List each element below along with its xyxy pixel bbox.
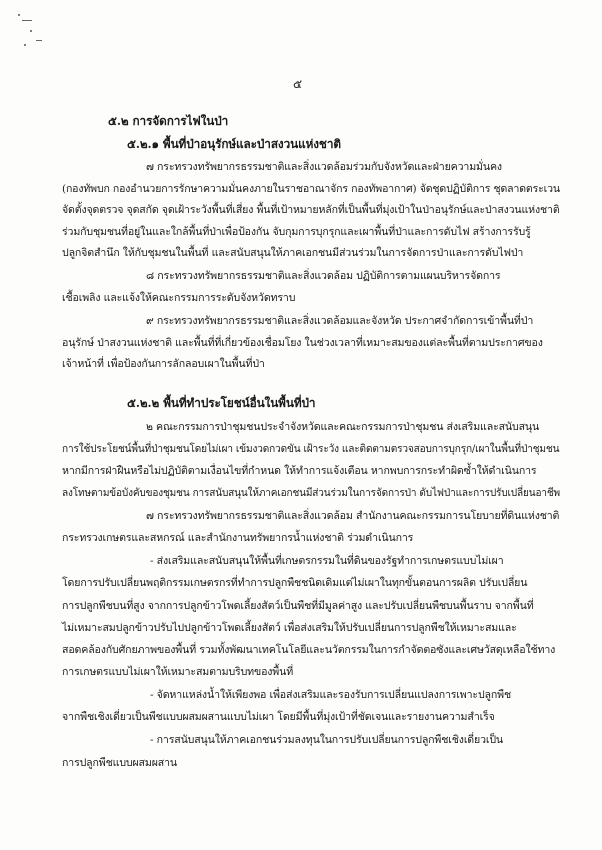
paragraph-line: การปลูกพืชบนที่สูง จากการปลูกข้าวโพดเลี้ยงสัตว์เป็นพืชที่มีมูลค่าสูง และปรับเปลี่ยนพืชบนพื้นราบ จากพื้นที่	[62, 600, 534, 612]
page-number: ๕	[293, 77, 302, 91]
bullet-line: - การสนับสนุนให้ภาคเอกชนร่วมลงทุนในการปรับเปลี่ยนการปลูกพืชเชิงเดี่ยวเป็น	[150, 734, 504, 746]
paragraph-line: สอดคล้องกับศักยภาพของพื้นที่ รวมทั้งพัฒนาเทคโนโลยีและนวัตกรรมในการกำจัดตอซังและเศษวัสดุเหลือใช้ทาง	[62, 644, 556, 656]
paragraph-line: การใช้ประโยชน์พื้นที่ป่าชุมชนโดยไม่เผา เข้มงวดกวดขัน เฝ้าระวัง และติดตามตรวจสอบการบุกรุก/เผาในพื้นที่ป่าชุมชน	[62, 443, 560, 455]
scan-artifact	[24, 44, 26, 46]
paragraph-line: การปลูกพืชแบบผสมผสาน	[62, 757, 177, 769]
bullet-line: - จัดหาแหล่งน้ำให้เพียงพอ เพื่อส่งเสริมและรองรับการเปลี่ยนแปลงการเพาะปลูกพืช	[150, 689, 512, 701]
paragraph-line: เจ้าหน้าที่ เพื่อป้องกันการลักลอบเผาในพื้นที่ป่า	[62, 358, 265, 370]
paragraph-line: อนุรักษ์ ป่าสงวนแห่งชาติ และพื้นที่ที่เกี่ยวข้องเชื่อมโยง ในช่วงเวลาที่เหมาะสมของแต่ละพื้นที่ตามประกาศของ	[62, 337, 543, 349]
paragraph-line: (กองทัพบก กองอำนวยการรักษาความมั่นคงภายในราชอาณาจักร กองทัพอากาศ) จัดชุดปฏิบัติการ ชุดลาดตระเวน	[62, 183, 560, 195]
paragraph-line: หากมีการฝ่าฝืนหรือไม่ปฏิบัติตามเงื่อนไขที่กำหนด ให้ทำการแจ้งเตือน หากพบการกระทำผิดซ้ำให้ดำเนินการ	[62, 465, 537, 477]
paragraph-line: ปลูกจิตสำนึก ให้กับชุมชนในพื้นที่ และสนับสนุนให้ภาคเอกชนมีส่วนร่วมในการจัดการป่าและการดับไฟป่า	[62, 247, 524, 259]
paragraph-line: โดยการปรับเปลี่ยนพฤติกรรมเกษตรกรที่ทำการปลูกพืชชนิดเดิมแต่ไม่เผาในทุกขั้นตอนการผลิต ปรับเปลี่ยน	[62, 577, 528, 589]
paragraph-line: ๙ กระทรวงทรัพยากรธรรมชาติและสิ่งแวดล้อมและจังหวัด ประกาศจำกัดการเข้าพื้นที่ป่า	[146, 315, 534, 327]
paragraph-line: เชื้อเพลิง และแจ้งให้คณะกรรมการระดับจังหวัดทราบ	[62, 292, 296, 304]
paragraph-line: ๗ กระทรวงทรัพยากรธรรมชาติและสิ่งแวดล้อมร่วมกับจังหวัดและฝ่ายความมั่นคง	[146, 161, 502, 173]
paragraph-line: การเกษตรแบบไม่เผาให้เหมาะสมตามบริบทของพื้นที่	[62, 666, 294, 678]
paragraph-line: จัดตั้งจุดตรวจ จุดสกัด จุดเฝ้าระวังพื้นที่เสี่ยง พื้นที่เป้าหมายหลักที่เป็นพื้นที่มุ่งเป้าในป่าอนุรักษ์และป่าสงวนแห่งชาติ	[62, 204, 560, 216]
scan-artifact	[22, 20, 32, 21]
section-heading: ๕.๒ การจัดการไฟในป่า	[108, 114, 229, 128]
paragraph-line: ๒ คณะกรรมการป่าชุมชนประจำจังหวัดและคณะกรรมการป่าชุมชน ส่งเสริมและสนับสนุน	[146, 421, 540, 433]
paragraph-line: ๗ กระทรวงทรัพยากรธรรมชาติและสิ่งแวดล้อม สำนักงานคณะกรรมการนโยบายที่ดินแห่งชาติ	[146, 510, 560, 522]
paragraph-line: ร่วมกับชุมชนที่อยู่ในและใกล้พื้นที่ป่าเพื่อป้องกัน จับกุมการบุกรุกและเผาพื้นที่ป่าและการดับไฟ สร้างการรับรู้	[62, 226, 531, 238]
paragraph-line: ๘ กระทรวงทรัพยากรธรรมชาติและสิ่งแวดล้อม ปฏิบัติการตามแผนบริหารจัดการ	[146, 270, 501, 282]
paragraph-line: ลงโทษตามข้อบังคับของชุมชน การสนับสนุนให้ภาคเอกชนมีส่วนร่วมในการจัดการป่า ดับไฟป่าและการปรับเปลี่ยนอาชีพ	[62, 487, 561, 499]
paragraph-line: จากพืชเชิงเดี่ยวเป็นพืชแบบผสมผสานแบบไม่เผา โดยมีพื้นที่มุ่งเป้าที่ชัดเจนและรายงานความสำเร็จ	[62, 711, 495, 723]
scan-artifact	[18, 14, 20, 16]
subsection-heading: ๕.๒.๑ พื้นที่ป่าอนุรักษ์และป่าสงวนแห่งชาติ	[127, 137, 341, 151]
paragraph-line: กระทรวงเกษตรและสหกรณ์ และสำนักงานทรัพยากรน้ำแห่งชาติ ร่วมดำเนินการ	[62, 532, 414, 544]
scan-artifact	[36, 40, 42, 41]
bullet-line: - ส่งเสริมและสนับสนุนให้พื้นที่เกษตรกรรมในที่ดินของรัฐทำการเกษตรแบบไม่เผา	[150, 555, 504, 567]
scan-artifact	[30, 30, 32, 32]
paragraph-line: ไม่เหมาะสมปลูกข้าวปรับไปปลูกข้าวโพดเลี้ยงสัตว์ เพื่อส่งเสริมให้ปรับเปลี่ยนการปลูกพืชให้เหมาะสมและ	[62, 622, 517, 634]
subsection-heading: ๕.๒.๒ พื้นที่ทำประโยชน์อื่นในพื้นที่ป่า	[127, 396, 316, 410]
